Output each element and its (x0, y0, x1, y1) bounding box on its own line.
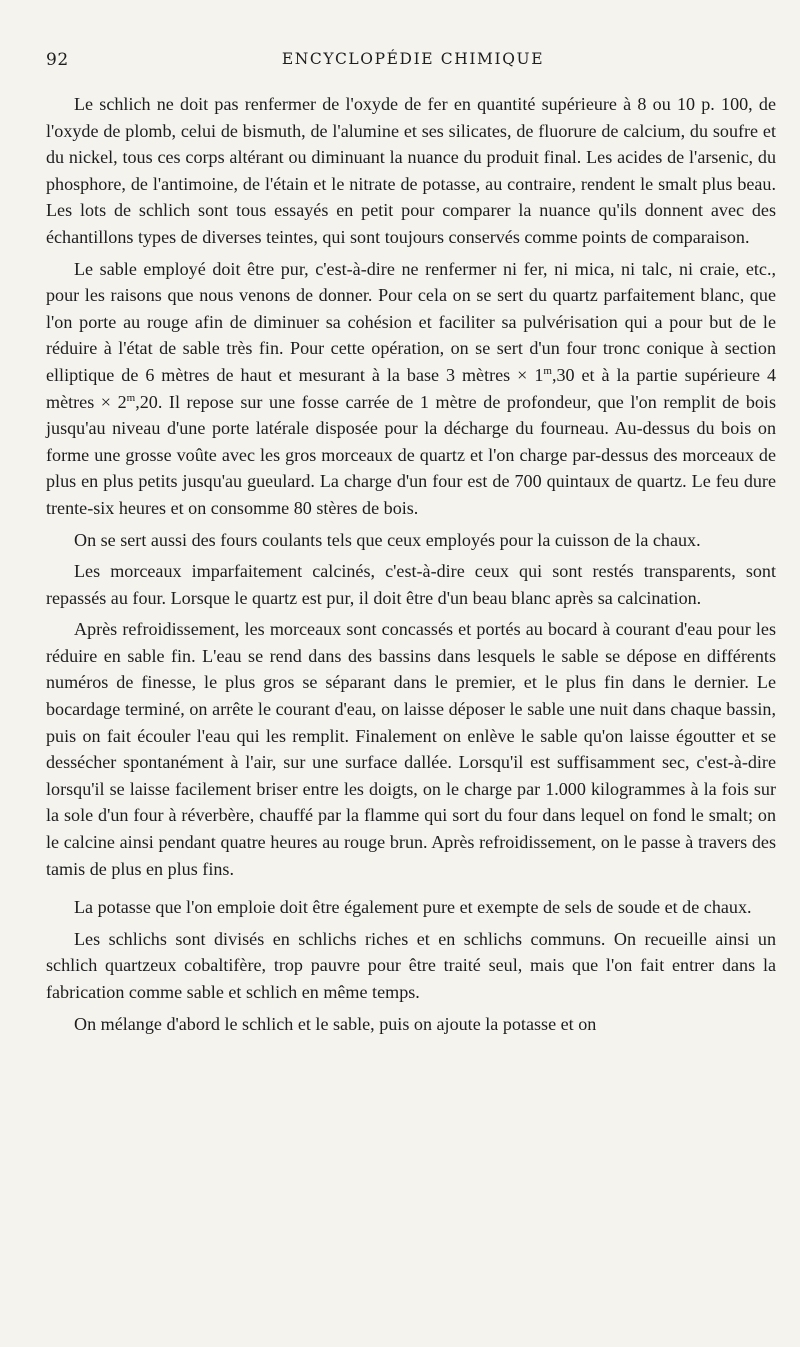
paragraph-text: Le schlich ne doit pas renfermer de l'oxyde de fer en quantité supérieure à 8 ou 10 p. 100, de l'oxyde de plomb, celui de bismuth, de l'alumine et ses silicates, de fluorure de calcium, du soufre et du nickel, tous ces corps altérant ou diminuant la nuance du produit final. Les acides de l'arsenic, du phosphore, de l'antimoine, de l'étain et le nitrate de potasse, au contraire, rendent le smalt plus beau. Les lots de schlich sont tous essayés en petit pour comparer la nuance qu'ils donnent avec des échantillons types de diverses teintes, qui sont toujours conservés comme points de comparaison. (46, 94, 776, 247)
paragraph-morceaux (46, 558, 776, 611)
page-header (46, 50, 760, 76)
paragraph-melange (46, 1011, 776, 1038)
paragraph-refroidissement (46, 616, 776, 882)
paragraph-text-part: ,30 et à la partie supérieure 4 mètres × 2 (46, 364, 776, 412)
unit-superscript: m (126, 391, 136, 404)
paragraph-text: On mélange d'abord le schlich et le sable, puis on ajoute la potasse et on (74, 1013, 597, 1034)
paragraph-potasse (46, 894, 776, 921)
paragraph-text: On se sert aussi des fours coulants tels que ceux employés pour la cuisson de la chaux. (74, 529, 701, 550)
paragraph-text: Les morceaux imparfaitement calcinés, c'est-à-dire ceux qui sont restés transparents, sont repassés au four. Lorsque le quartz est pur, il doit être d'un beau blanc après sa calcination. (46, 561, 776, 608)
paragraph-sable (46, 256, 776, 522)
paragraph-text: Après refroidissement, les morceaux sont concassés et portés au bocard à courant d'eau pour les réduire en sable fin. L'eau se rend dans des bassins dans lesquels le sable se dépose en différents numéros de finesse, le plus gros se séparant dans le premier, et le plus fin dans le dernier. Le bocardage terminé, on arrête le courant d'eau, on laisse déposer le sable une nuit dans chaque bassin, puis on fait écouler l'eau qui les remplit. Finalement on enlève le sable qu'on laisse égoutter et se dessécher spontanément à l'air, sur une surface dallée. Lorsqu'il est suffisamment sec, c'est-à-dire lorsqu'il se laisse facilement briser entre les doigts, on le charge par 1.000 kilogrammes à la fois sur la sole d'un four à réverbère, chauffé par la flamme qui sort du four dans lequel on fond le smalt; on le calcine ainsi pendant quatre heures au rouge brun. Après refroidissement, on le passe à travers des tamis de plus en plus fins. (46, 619, 776, 879)
page-number: 92 (46, 50, 69, 70)
paragraph-schlich-impurities (46, 91, 776, 251)
paragraph-text-part: ,20. Il repose sur une fosse carrée de 1 mètre de profondeur, que l'on remplit de bois jusqu'au niveau d'une porte latérale disposée pour la décharge du fourneau. Au-dessus du bois on forme une grosse voûte avec les gros morceaux de quartz et l'on charge par-dessus des morceaux de plus en plus petits jusqu'au gueulard. La charge d'un four est de 700 quintaux de quartz. Le feu dure trente-six heures et on consomme 80 stères de bois. (46, 391, 776, 518)
paragraph-text: Les schlichs sont divisés en schlichs riches et en schlichs communs. On recueille ainsi un schlich quartzeux cobaltifère, trop pauvre pour être traité seul, mais que l'on fait entrer dans la fabrication comme sable et schlich en même temps. (46, 928, 776, 1002)
unit-superscript: m (543, 364, 552, 377)
running-title: ENCYCLOPÉDIE CHIMIQUE (281, 50, 545, 68)
paragraph-text: La potasse que l'on emploie doit être également pure et exempte de sels de soude et de chaux. (74, 897, 752, 918)
body-text (46, 91, 776, 1037)
paragraph-schlichs-divises (46, 926, 776, 1006)
paragraph-text-part: Le sable employé doit être pur, c'est-à-dire ne renfermer ni fer, ni mica, ni talc, ni craie, etc., pour les raisons que nous venons de donner. Pour cela on se sert du quartz parfaitement blanc, que l'on porte au rouge afin de diminuer sa cohésion et faciliter sa pulvérisation qui a pour but de le réduire à l'état de sable très fin. Pour cette opération, on se sert d'un four tronc conique à section elliptique de 6 mètres de haut et mesurant à la base 3 mètres × 1 (46, 258, 776, 385)
paragraph-fours-coulants (46, 527, 776, 554)
